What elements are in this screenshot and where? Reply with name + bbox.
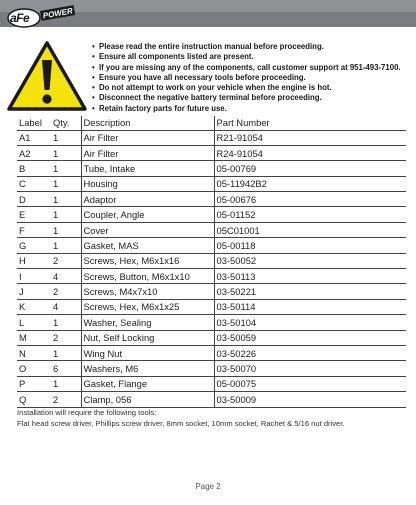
- cell-qty: 1: [51, 192, 81, 207]
- table-row: [17, 376, 406, 391]
- cell-qty: 1: [51, 145, 81, 160]
- table-row: [17, 330, 406, 345]
- warning-item: • Please read the entire instruction manual before proceeding.: [92, 42, 324, 51]
- table-row: [17, 253, 406, 268]
- cell-description: Screws, Hex, M6x1x16: [81, 253, 214, 268]
- cell-part-number: 03-50226: [214, 345, 406, 360]
- parts-table-header-row: [17, 116, 406, 130]
- cell-part-number: 03-50009: [214, 392, 406, 407]
- tools-section: [17, 407, 412, 429]
- cell-label: E: [17, 207, 51, 222]
- warning-text: Ensure you have all necessary tools before proceeding.: [99, 72, 306, 82]
- cell-qty: 2: [51, 284, 81, 299]
- cell-qty: 1: [51, 161, 81, 176]
- table-row: [17, 284, 406, 299]
- cell-description: Wing Nut: [81, 345, 214, 360]
- cell-part-number: 03-50059: [214, 330, 406, 345]
- table-row: [17, 176, 406, 191]
- cell-label: F: [17, 222, 51, 237]
- cell-part-number: 03-50114: [214, 299, 406, 314]
- cell-qty: 4: [51, 269, 81, 284]
- cell-part-number: 05-01152: [214, 207, 406, 222]
- cell-label: J: [17, 284, 51, 299]
- svg-text:aFe: aFe: [10, 11, 30, 25]
- svg-text:POWER: POWER: [42, 6, 74, 21]
- cell-qty: 4: [51, 299, 81, 314]
- cell-description: Tube, Intake: [81, 161, 214, 176]
- cell-part-number: R24-91054: [214, 145, 406, 160]
- table-row: [17, 222, 406, 237]
- warning-item: • If you are missing any of the components, call customer support at 951-493-7100.: [92, 62, 401, 72]
- table-row: [17, 299, 406, 314]
- cell-qty: 1: [51, 207, 81, 222]
- cell-part-number: 03-50221: [214, 284, 406, 299]
- warning-item: • Disconnect the negative battery terminal before proceeding.: [92, 93, 322, 103]
- cell-label: C: [17, 176, 51, 191]
- cell-label: A1: [17, 130, 51, 145]
- cell-part-number: 05C01001: [214, 222, 406, 237]
- cell-label: N: [17, 345, 51, 360]
- cell-qty: 6: [51, 361, 81, 376]
- cell-description: Coupler, Angle: [81, 207, 214, 222]
- table-row: [17, 207, 406, 222]
- parts-table-body: [17, 130, 406, 407]
- column-header-label: Label: [17, 116, 51, 130]
- cell-qty: 1: [51, 376, 81, 391]
- cell-qty: 1: [51, 345, 81, 360]
- table-row: [17, 361, 406, 376]
- cell-label: A2: [17, 145, 51, 160]
- column-header-part-number: Part Number: [214, 116, 406, 130]
- table-row: [17, 315, 406, 330]
- cell-part-number: 03-50104: [214, 315, 406, 330]
- cell-label: I: [17, 269, 51, 284]
- warning-item: • Do not attempt to work on your vehicle when the engine is hot.: [92, 83, 332, 93]
- cell-label: L: [17, 315, 51, 330]
- table-row: [17, 392, 406, 407]
- table-row: [17, 192, 406, 207]
- cell-description: Screws, Button, M6x1x10: [81, 269, 214, 284]
- cell-description: Screws, M4x7x10: [81, 284, 214, 299]
- cell-label: H: [17, 253, 51, 268]
- cell-label: M: [17, 330, 51, 345]
- warning-text: Do not attempt to work on your vehicle when the engine is hot.: [99, 83, 332, 93]
- cell-description: Housing: [81, 176, 214, 191]
- warning-text: Ensure all components listed are present.: [99, 52, 254, 62]
- table-row: [17, 269, 406, 284]
- table-row: [17, 345, 406, 360]
- warning-exclamation-icon: [6, 40, 88, 112]
- cell-part-number: 03-50070: [214, 361, 406, 376]
- cell-description: Cover: [81, 222, 214, 237]
- cell-qty: 1: [51, 176, 81, 191]
- cell-qty: 2: [51, 330, 81, 345]
- cell-description: Nut, Self Locking: [81, 330, 214, 345]
- cell-description: Adaptor: [81, 192, 214, 207]
- cell-description: Gasket, MAS: [81, 238, 214, 253]
- cell-description: Washer, Sealing: [81, 315, 214, 330]
- warning-text: Please read the entire instruction manual before proceeding.: [99, 42, 324, 51]
- page-number: Page 2: [195, 482, 221, 491]
- cell-qty: 1: [51, 130, 81, 145]
- cell-part-number: 03-50113: [214, 269, 406, 284]
- tools-list: Flat head screw driver, Phillips screw driver, 8mm socket, 10mm socket, Rachet & 5/16 nut driver.: [17, 419, 345, 428]
- cell-description: Air Filter: [81, 145, 214, 160]
- warning-list: [92, 42, 412, 114]
- table-row: [17, 145, 406, 160]
- cell-part-number: R21-91054: [214, 130, 406, 145]
- cell-label: G: [17, 238, 51, 253]
- cell-label: B: [17, 161, 51, 176]
- cell-label: P: [17, 376, 51, 391]
- column-header-description: Description: [81, 116, 214, 130]
- cell-part-number: 03-50052: [214, 253, 406, 268]
- warning-text: Disconnect the negative battery terminal before proceeding.: [99, 93, 322, 103]
- cell-label: D: [17, 192, 51, 207]
- cell-description: Air Filter: [81, 130, 214, 145]
- cell-part-number: 05-00769: [214, 161, 406, 176]
- cell-part-number: 05-00118: [214, 238, 406, 253]
- table-row: [17, 130, 406, 145]
- cell-qty: 1: [51, 315, 81, 330]
- cell-description: Gasket, Flange: [81, 376, 214, 391]
- tools-intro: Installation will require the following tools:: [17, 408, 157, 417]
- cell-qty: 1: [51, 238, 81, 253]
- parts-table: [17, 116, 406, 408]
- cell-part-number: 05-00676: [214, 192, 406, 207]
- table-row: [17, 161, 406, 176]
- warning-text: Retain factory parts for future use.: [99, 103, 227, 113]
- cell-part-number: 05-11942B2: [214, 176, 406, 191]
- cell-qty: 2: [51, 253, 81, 268]
- cell-label: Q: [17, 392, 51, 407]
- cell-part-number: 05-00075: [214, 376, 406, 391]
- cell-label: K: [17, 299, 51, 314]
- cell-label: O: [17, 361, 51, 376]
- cell-qty: 1: [51, 222, 81, 237]
- column-header-qty: Qty.: [51, 116, 81, 130]
- warning-item: • Ensure all components listed are present.: [92, 52, 254, 62]
- warning-item: • Ensure you have all necessary tools before proceeding.: [92, 72, 306, 82]
- table-row: [17, 238, 406, 253]
- cell-description: Screws, Hex, M6x1x25: [81, 299, 214, 314]
- cell-description: Clamp, 056: [81, 392, 214, 407]
- cell-description: Washers, M6: [81, 361, 214, 376]
- warning-item: • Retain factory parts for future use.: [92, 103, 227, 113]
- cell-qty: 2: [51, 392, 81, 407]
- afe-power-logo: [4, 0, 104, 36]
- warning-text: If you are missing any of the components, call customer support at 951-493-7100.: [99, 62, 401, 72]
